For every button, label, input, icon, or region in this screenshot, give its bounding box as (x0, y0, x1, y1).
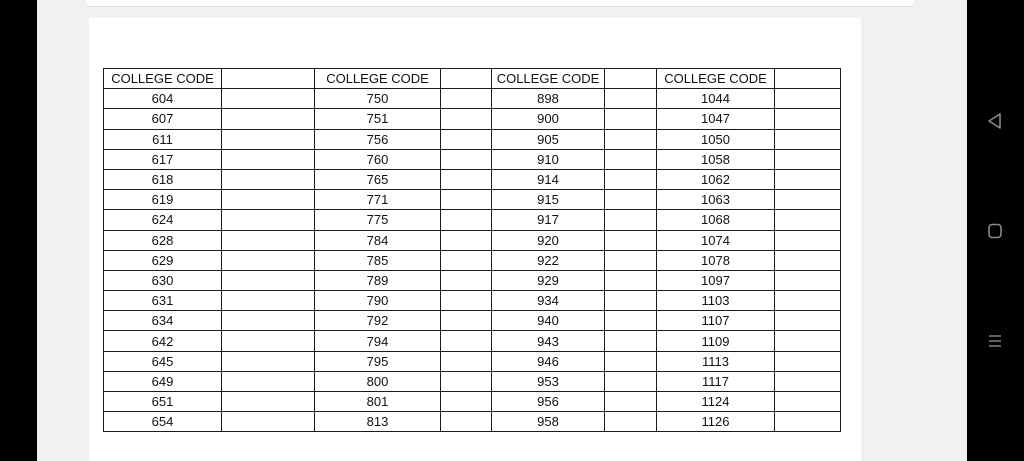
college-code-cell: 651 (104, 392, 222, 412)
blank-cell (775, 392, 841, 412)
back-icon (986, 112, 1004, 130)
blank-cell (775, 412, 841, 432)
college-code-cell: 943 (492, 331, 605, 351)
blank-cell (441, 210, 492, 230)
table-row (104, 190, 841, 210)
college-code-cell: 629 (104, 250, 222, 270)
table-row (104, 412, 841, 432)
college-code-cell: 958 (492, 412, 605, 432)
blank-cell (775, 169, 841, 189)
college-code-cell: 756 (315, 129, 441, 149)
blank-cell (605, 230, 657, 250)
previous-page-edge (87, 0, 913, 7)
table-row (104, 129, 841, 149)
college-code-cell: 792 (315, 311, 441, 331)
college-code-cell: 760 (315, 149, 441, 169)
college-code-cell: 1062 (657, 169, 775, 189)
column-header-blank (441, 69, 492, 89)
blank-cell (441, 129, 492, 149)
table-body (104, 89, 841, 432)
blank-cell (605, 129, 657, 149)
blank-cell (441, 190, 492, 210)
blank-cell (775, 270, 841, 290)
blank-cell (222, 331, 315, 351)
table-row (104, 109, 841, 129)
blank-cell (775, 331, 841, 351)
blank-cell (222, 149, 315, 169)
blank-cell (222, 291, 315, 311)
blank-cell (441, 109, 492, 129)
college-code-cell: 914 (492, 169, 605, 189)
table-row (104, 392, 841, 412)
blank-cell (441, 331, 492, 351)
blank-cell (222, 250, 315, 270)
blank-cell (441, 291, 492, 311)
blank-cell (775, 109, 841, 129)
blank-cell (605, 351, 657, 371)
college-code-cell: 905 (492, 129, 605, 149)
blank-cell (775, 250, 841, 270)
column-header-blank (222, 69, 315, 89)
college-code-cell: 789 (315, 270, 441, 290)
blank-cell (222, 169, 315, 189)
blank-cell (605, 210, 657, 230)
college-code-cell: 929 (492, 270, 605, 290)
table-row (104, 149, 841, 169)
college-code-cell: 813 (315, 412, 441, 432)
college-code-cell: 642 (104, 331, 222, 351)
table-row (104, 230, 841, 250)
college-code-cell: 1050 (657, 129, 775, 149)
college-code-cell: 956 (492, 392, 605, 412)
blank-cell (605, 169, 657, 189)
blank-cell (775, 129, 841, 149)
blank-cell (441, 250, 492, 270)
college-code-cell: 900 (492, 109, 605, 129)
column-header-college-code: COLLEGE CODE (315, 69, 441, 89)
blank-cell (775, 149, 841, 169)
college-code-cell: 934 (492, 291, 605, 311)
college-code-cell: 801 (315, 392, 441, 412)
table-header-row (104, 69, 841, 89)
blank-cell (222, 351, 315, 371)
blank-cell (222, 109, 315, 129)
blank-cell (775, 311, 841, 331)
home-button[interactable] (981, 217, 1009, 245)
table-row (104, 291, 841, 311)
college-code-cell: 750 (315, 89, 441, 109)
blank-cell (441, 169, 492, 189)
blank-cell (222, 89, 315, 109)
college-code-cell: 631 (104, 291, 222, 311)
blank-cell (441, 89, 492, 109)
college-code-cell: 946 (492, 351, 605, 371)
blank-cell (441, 311, 492, 331)
college-code-cell: 611 (104, 129, 222, 149)
blank-cell (222, 190, 315, 210)
table-row (104, 250, 841, 270)
blank-cell (605, 190, 657, 210)
blank-cell (605, 250, 657, 270)
blank-cell (605, 109, 657, 129)
blank-cell (441, 392, 492, 412)
blank-cell (605, 331, 657, 351)
blank-cell (605, 392, 657, 412)
college-code-cell: 1126 (657, 412, 775, 432)
document-page (89, 18, 861, 461)
college-code-cell: 765 (315, 169, 441, 189)
home-icon (986, 222, 1004, 240)
college-code-cell: 795 (315, 351, 441, 371)
blank-cell (222, 210, 315, 230)
college-code-cell: 915 (492, 190, 605, 210)
blank-cell (775, 210, 841, 230)
navigation-bar (967, 0, 1024, 461)
college-code-cell: 654 (104, 412, 222, 432)
blank-cell (605, 412, 657, 432)
college-code-cell: 624 (104, 210, 222, 230)
table-row (104, 371, 841, 391)
blank-cell (222, 230, 315, 250)
college-code-cell: 917 (492, 210, 605, 230)
college-code-cell: 1068 (657, 210, 775, 230)
college-code-cell: 617 (104, 149, 222, 169)
table-row (104, 270, 841, 290)
blank-cell (775, 291, 841, 311)
college-code-cell: 1044 (657, 89, 775, 109)
college-code-cell: 784 (315, 230, 441, 250)
college-code-cell: 1058 (657, 149, 775, 169)
college-code-cell: 920 (492, 230, 605, 250)
blank-cell (441, 230, 492, 250)
blank-cell (605, 149, 657, 169)
college-code-cell: 1117 (657, 371, 775, 391)
blank-cell (441, 412, 492, 432)
college-code-cell: 898 (492, 89, 605, 109)
blank-cell (775, 190, 841, 210)
college-code-cell: 794 (315, 331, 441, 351)
college-code-cell: 785 (315, 250, 441, 270)
document-viewer[interactable] (37, 0, 967, 461)
college-code-cell: 1063 (657, 190, 775, 210)
blank-cell (441, 371, 492, 391)
table-row (104, 169, 841, 189)
blank-cell (775, 351, 841, 371)
blank-cell (775, 371, 841, 391)
college-code-cell: 1097 (657, 270, 775, 290)
college-code-cell: 607 (104, 109, 222, 129)
college-code-cell: 1113 (657, 351, 775, 371)
blank-cell (775, 89, 841, 109)
blank-cell (775, 230, 841, 250)
blank-cell (441, 149, 492, 169)
column-header-blank (605, 69, 657, 89)
column-header-college-code: COLLEGE CODE (104, 69, 222, 89)
college-code-cell: 910 (492, 149, 605, 169)
table-row (104, 351, 841, 371)
college-code-cell: 953 (492, 371, 605, 391)
college-code-cell: 940 (492, 311, 605, 331)
college-code-cell: 630 (104, 270, 222, 290)
table-row (104, 89, 841, 109)
recent-apps-button[interactable] (981, 327, 1009, 355)
college-code-cell: 922 (492, 250, 605, 270)
blank-cell (222, 270, 315, 290)
blank-cell (605, 311, 657, 331)
college-code-cell: 751 (315, 109, 441, 129)
blank-cell (222, 311, 315, 331)
table-row (104, 331, 841, 351)
college-code-cell: 634 (104, 311, 222, 331)
college-code-cell: 775 (315, 210, 441, 230)
college-code-cell: 628 (104, 230, 222, 250)
blank-cell (222, 392, 315, 412)
back-button[interactable] (981, 107, 1009, 135)
college-code-cell: 619 (104, 190, 222, 210)
college-code-cell: 1109 (657, 331, 775, 351)
college-code-cell: 800 (315, 371, 441, 391)
column-header-blank (775, 69, 841, 89)
college-code-cell: 771 (315, 190, 441, 210)
college-code-cell: 649 (104, 371, 222, 391)
table-row (104, 311, 841, 331)
college-code-cell: 618 (104, 169, 222, 189)
college-code-cell: 1078 (657, 250, 775, 270)
blank-cell (441, 270, 492, 290)
blank-cell (222, 129, 315, 149)
blank-cell (605, 371, 657, 391)
college-code-cell: 1107 (657, 311, 775, 331)
recent-apps-icon (986, 332, 1004, 350)
column-header-college-code: COLLEGE CODE (657, 69, 775, 89)
college-code-cell: 1074 (657, 230, 775, 250)
college-code-cell: 1047 (657, 109, 775, 129)
college-code-cell: 1103 (657, 291, 775, 311)
college-code-cell: 1124 (657, 392, 775, 412)
college-code-cell: 604 (104, 89, 222, 109)
blank-cell (222, 412, 315, 432)
college-code-table (103, 68, 841, 432)
table-row (104, 210, 841, 230)
blank-cell (605, 291, 657, 311)
blank-cell (441, 351, 492, 371)
blank-cell (605, 89, 657, 109)
blank-cell (605, 270, 657, 290)
column-header-college-code: COLLEGE CODE (492, 69, 605, 89)
college-code-cell: 790 (315, 291, 441, 311)
college-code-cell: 645 (104, 351, 222, 371)
blank-cell (222, 371, 315, 391)
